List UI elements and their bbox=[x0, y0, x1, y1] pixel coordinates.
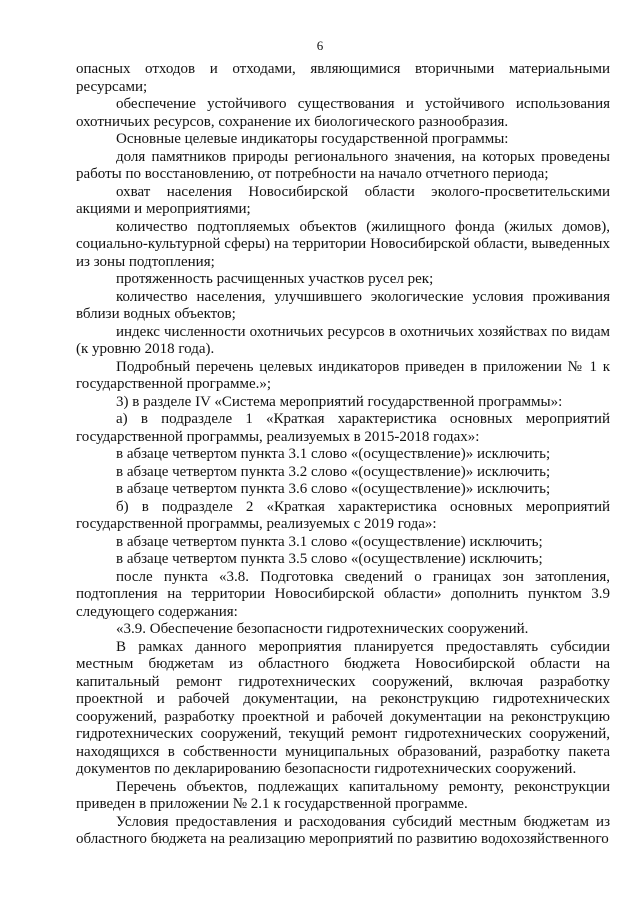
paragraph: Основные целевые индикаторы государственной программы: bbox=[116, 131, 509, 147]
paragraph: в абзаце четвертом пункта 3.2 слово «(осуществление)» исключить; bbox=[116, 463, 551, 480]
paragraph: б) в подразделе 2 «Краткая характеристика основных мероприятий государственной программы, реализуемых с 2019 года»: bbox=[76, 498, 610, 532]
paragraph: обеспечение устойчивого существования и устойчивого использования охотничьих ресурсов, сохранение их биологического разнообразия. bbox=[76, 96, 610, 130]
paragraph: 3) в разделе IV «Система мероприятий государственной программы»: bbox=[116, 393, 563, 410]
paragraph: Условия предоставления и расходования субсидий местным бюджетам из областного бюджета на реализацию мероприятий по развитию водохозяйственного bbox=[76, 813, 610, 847]
paragraph: В рамках данного мероприятия планируется предоставлять субсидии местным бюджетам из областного бюджета Новосибирской области на капитальный ремонт гидротехнических сооружений, включая разработку проектной и рабочей документации, на реконструкцию гидротехнических сооружений, разработку проектной и рабочей документации на реконструкцию гидротехнических сооружений, текущий ремонт гидротехнических сооружений, находящихся в собственности муниципальных образований, разработку пакета документов по декларированию безопасности гидротехнических сооружений. bbox=[76, 638, 610, 777]
paragraph: Подробный перечень целевых индикаторов приведен в приложении № 1 к государственной программе.»; bbox=[76, 358, 610, 392]
paragraph: «3.9. Обеспечение безопасности гидротехнических сооружений. bbox=[116, 621, 529, 637]
paragraph: доля памятников природы регионального значения, на которых проведены работы по восстановлению, от потребности на начало отчетного периода; bbox=[76, 148, 610, 182]
paragraph: охват населения Новосибирской области эколого-просветительскими акциями и мероприятиями; bbox=[76, 183, 610, 217]
document-body bbox=[76, 61, 610, 849]
paragraph: после пункта «3.8. Подготовка сведений о границах зон затопления, подтопления на территории Новосибирской области» дополнить пунктом 3.9 следующего содержания: bbox=[76, 568, 610, 620]
paragraph: в абзаце четвертом пункта 3.5 слово «(осуществление) исключить; bbox=[116, 551, 543, 567]
paragraph: протяженность расчищенных участков русел рек; bbox=[116, 271, 434, 287]
paragraph: Перечень объектов, подлежащих капитальному ремонту, реконструкции приведен в приложении № 2.1 к государственной программе. bbox=[76, 778, 610, 812]
paragraph: в абзаце четвертом пункта 3.1 слово «(осуществление)» исключить; bbox=[116, 446, 551, 462]
page-number: 6 bbox=[316, 38, 324, 53]
paragraph: а) в подразделе 1 «Краткая характеристика основных мероприятий государственной программы, реализуемых в 2015-2018 годах»: bbox=[76, 411, 610, 445]
paragraph: индекс численности охотничьих ресурсов в охотничьих хозяйствах по видам (к уровню 2018 года). bbox=[76, 323, 610, 357]
paragraph: количество населения, улучшившего экологические условия проживания вблизи водных объектов; bbox=[76, 288, 610, 322]
paragraph: в абзаце четвертом пункта 3.1 слово «(осуществление) исключить; bbox=[116, 533, 543, 550]
paragraph: количество подтопляемых объектов (жилищного фонда (жилых домов), социально-культурной сферы) на территории Новосибирской области, выведенных из зоны подтопления; bbox=[76, 218, 610, 270]
paragraph: в абзаце четвертом пункта 3.6 слово «(осуществление)» исключить; bbox=[116, 481, 551, 497]
paragraph: опасных отходов и отходами, являющимися вторичными материальными ресурсами; bbox=[76, 61, 610, 95]
